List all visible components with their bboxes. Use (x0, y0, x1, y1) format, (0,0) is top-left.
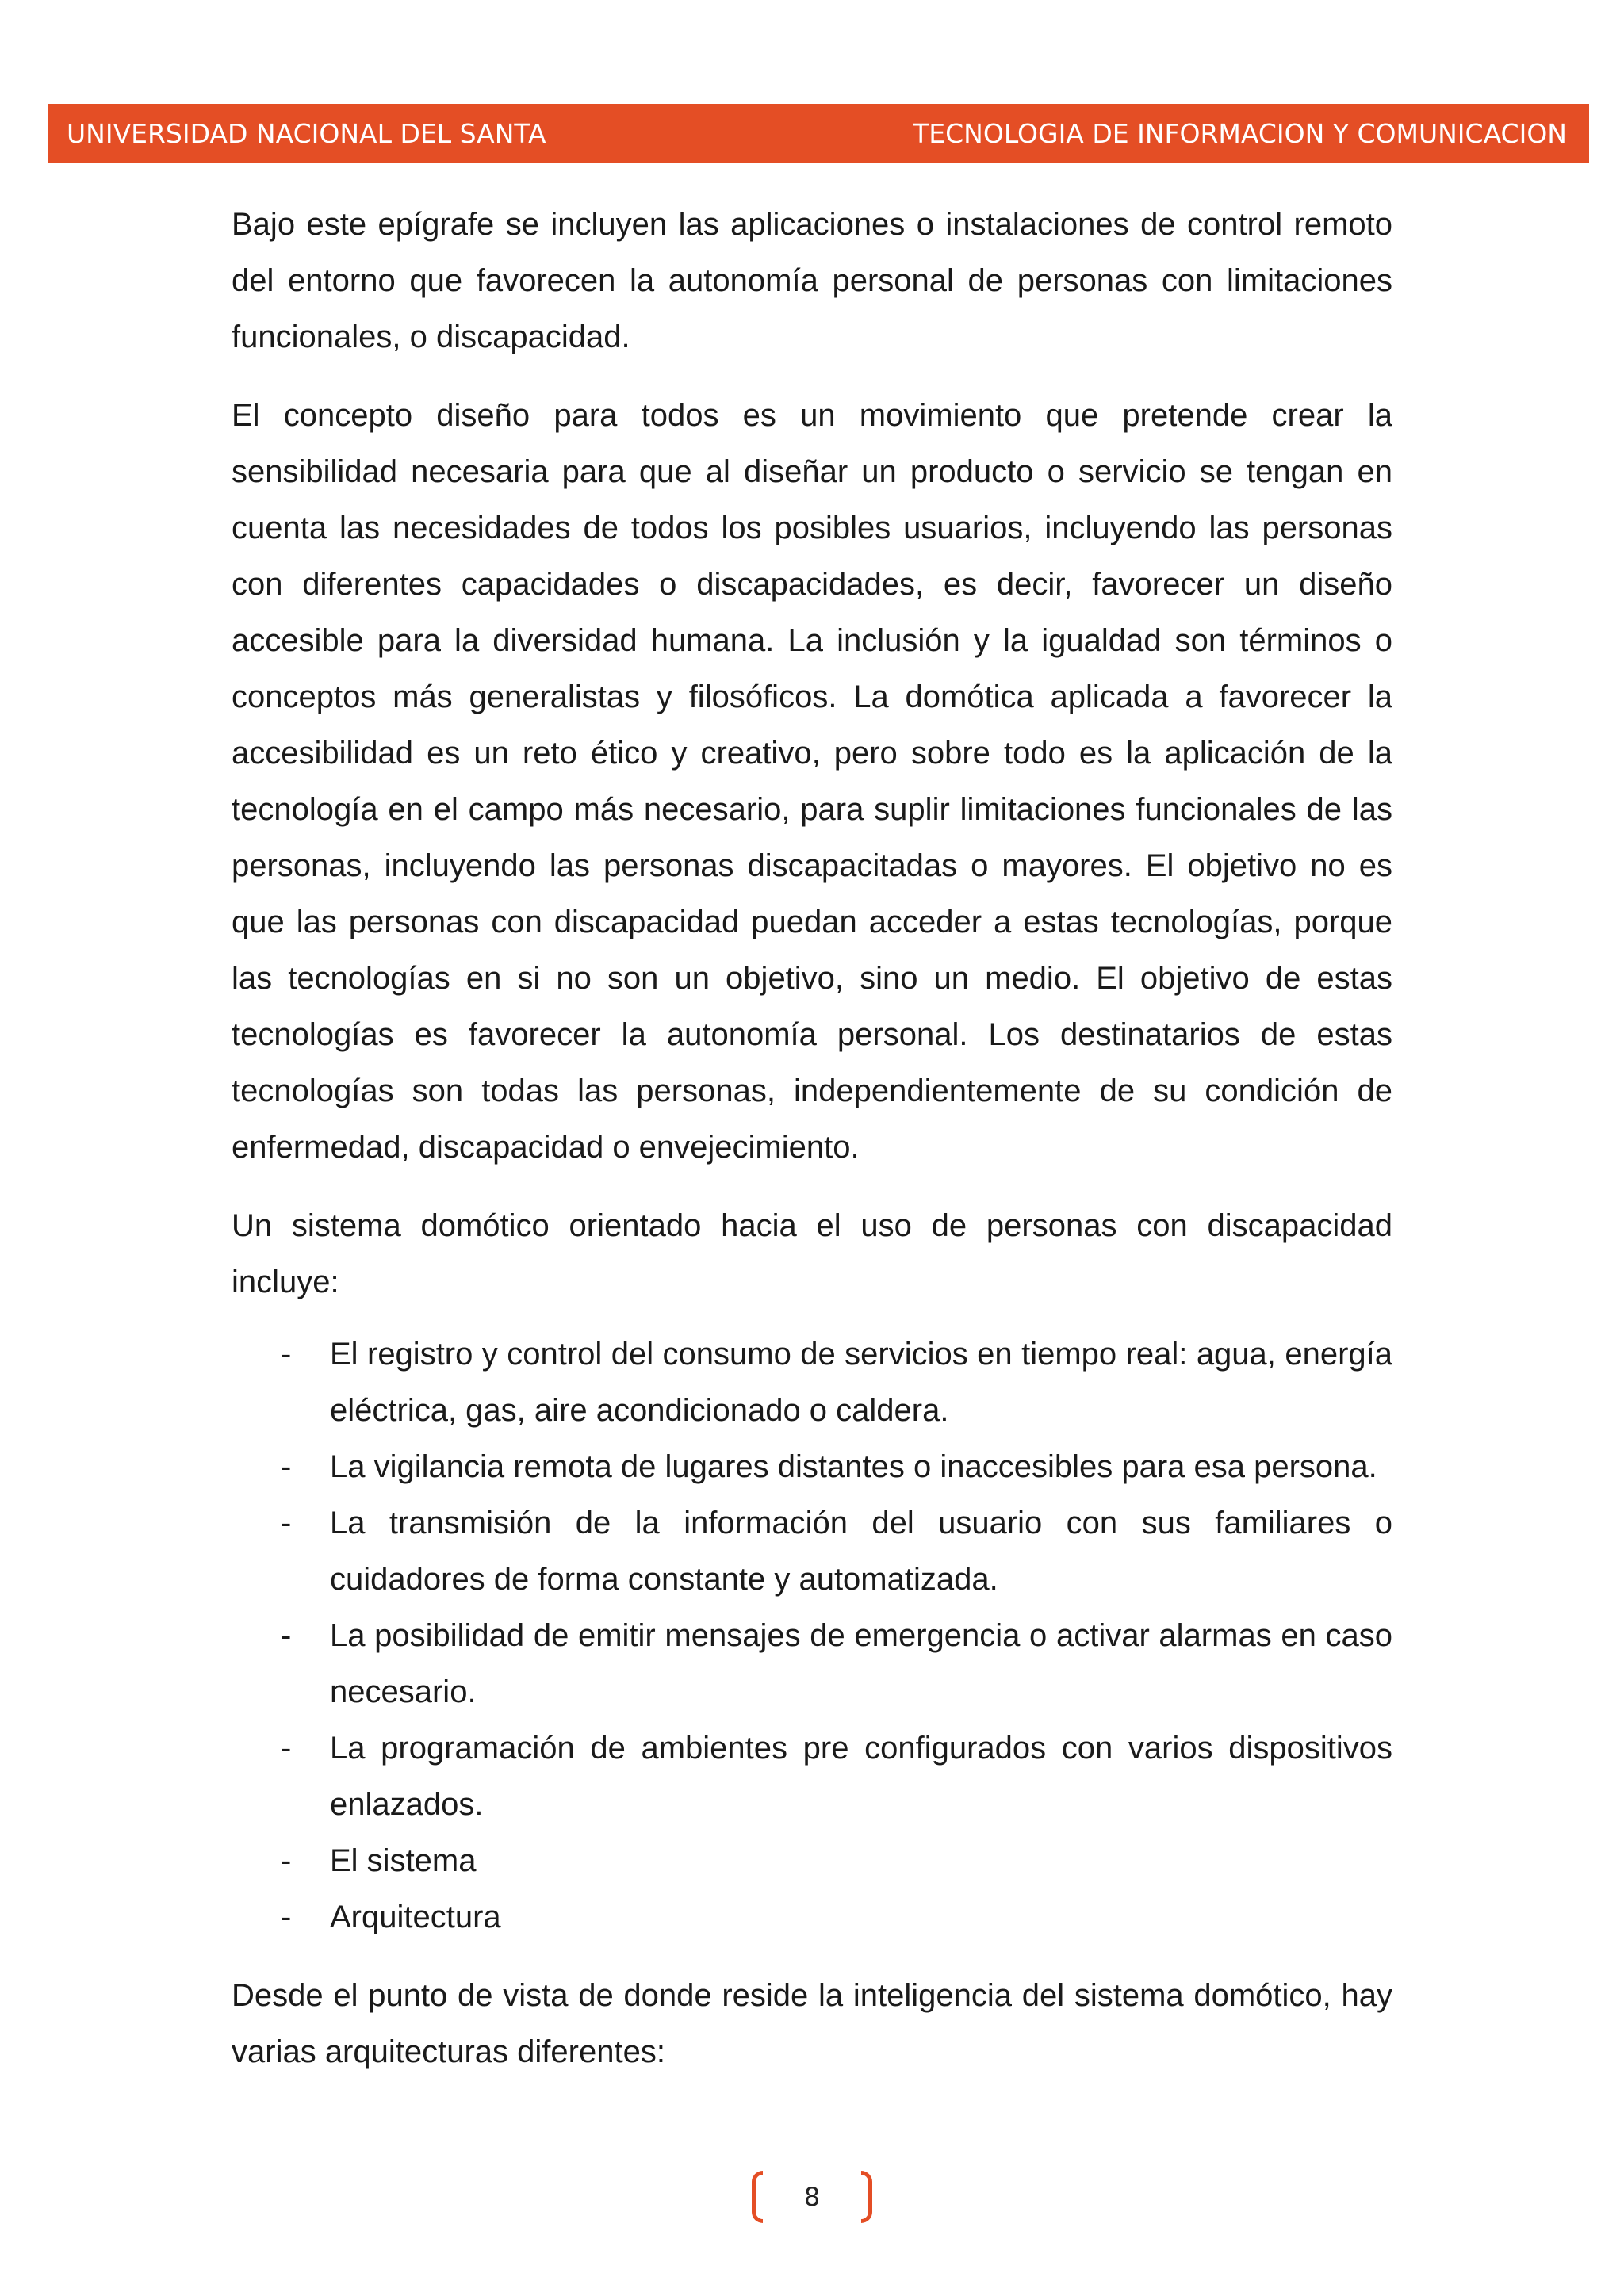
feature-list (232, 1326, 1392, 1946)
list-item (232, 1889, 1392, 1946)
bullet-dash: - (281, 1843, 292, 1878)
paragraph-system-includes: Un sistema domótico orientado hacia el uso de personas con discapacidad incluye: (232, 1208, 1392, 1299)
list-item-text: La posibilidad de emitir mensajes de emergencia o activar alarmas en caso necesario. (330, 1618, 1392, 1709)
bullet-dash: - (281, 1506, 292, 1540)
bullet-dash: - (281, 1900, 292, 1934)
page-number: 8 (803, 2182, 821, 2212)
bullet-dash: - (281, 1618, 292, 1653)
paragraph-design-for-all: El concepto diseño para todos es un movimiento que pretende crear la sensibilidad necesaria para que al diseñar un producto o servicio se tengan en cuenta las necesidades de todos los posibles usuarios, incluyendo las personas con diferentes capacidades o discapacidades, es decir, favorecer un diseño accesible para la diversidad humana. La inclusión y la igualdad son términos o conceptos más generalistas y filosóficos. La domótica aplicada a favorecer la accesibilidad es un reto ético y creativo, pero sobre todo es la aplicación de la tecnología en el campo más necesario, para suplir limitaciones funcionales de las personas, incluyendo las personas discapacitadas o mayores. El objetivo no es que las personas con discapacidad puedan acceder a estas tecnologías, porque las tecnologías en si no son un objetivo, sino un medio. El objetivo de estas tecnologías es favorecer la autonomía personal. Los destinatarios de estas tecnologías son todas las personas, independientemente de su condición de enfermedad, discapacidad o envejecimiento. (232, 398, 1392, 1165)
list-item-text: El registro y control del consumo de servicios en tiempo real: agua, energía eléctrica, gas, aire acondicionado o caldera. (330, 1337, 1392, 1428)
list-item (232, 1833, 1392, 1889)
page-header-bar (48, 104, 1589, 163)
header-course-title: TECNOLOGIA DE INFORMACION Y COMUNICACION (913, 117, 1567, 149)
list-item (232, 1326, 1392, 1439)
list-item (232, 1439, 1392, 1495)
list-item-text: La programación de ambientes pre configurados con varios dispositivos enlazados. (330, 1731, 1392, 1822)
paragraph-intro: Bajo este epígrafe se incluyen las aplicaciones o instalaciones de control remoto del entorno que favorecen la autonomía personal de personas con limitaciones funcionales, o discapacidad. (232, 207, 1392, 354)
header-institution: UNIVERSIDAD NACIONAL DEL SANTA (67, 117, 546, 149)
bullet-dash: - (281, 1337, 292, 1372)
list-item-text: La transmisión de la información del usuario con sus familiares o cuidadores de forma constante y automatizada. (330, 1506, 1392, 1597)
list-item-text: La vigilancia remota de lugares distantes o inaccesibles para esa persona. (330, 1449, 1377, 1484)
page-content (232, 197, 1392, 2103)
list-item (232, 1720, 1392, 1833)
bullet-dash: - (281, 1449, 292, 1484)
list-item (232, 1608, 1392, 1720)
page-number-right-bracket (861, 2171, 872, 2223)
list-item-text: El sistema (330, 1843, 477, 1878)
paragraph-architectures: Desde el punto de vista de donde reside la inteligencia del sistema domótico, hay varias arquitecturas diferentes: (232, 1978, 1392, 2069)
bullet-dash: - (281, 1731, 292, 1766)
list-item-text: Arquitectura (330, 1900, 501, 1934)
list-item (232, 1495, 1392, 1608)
